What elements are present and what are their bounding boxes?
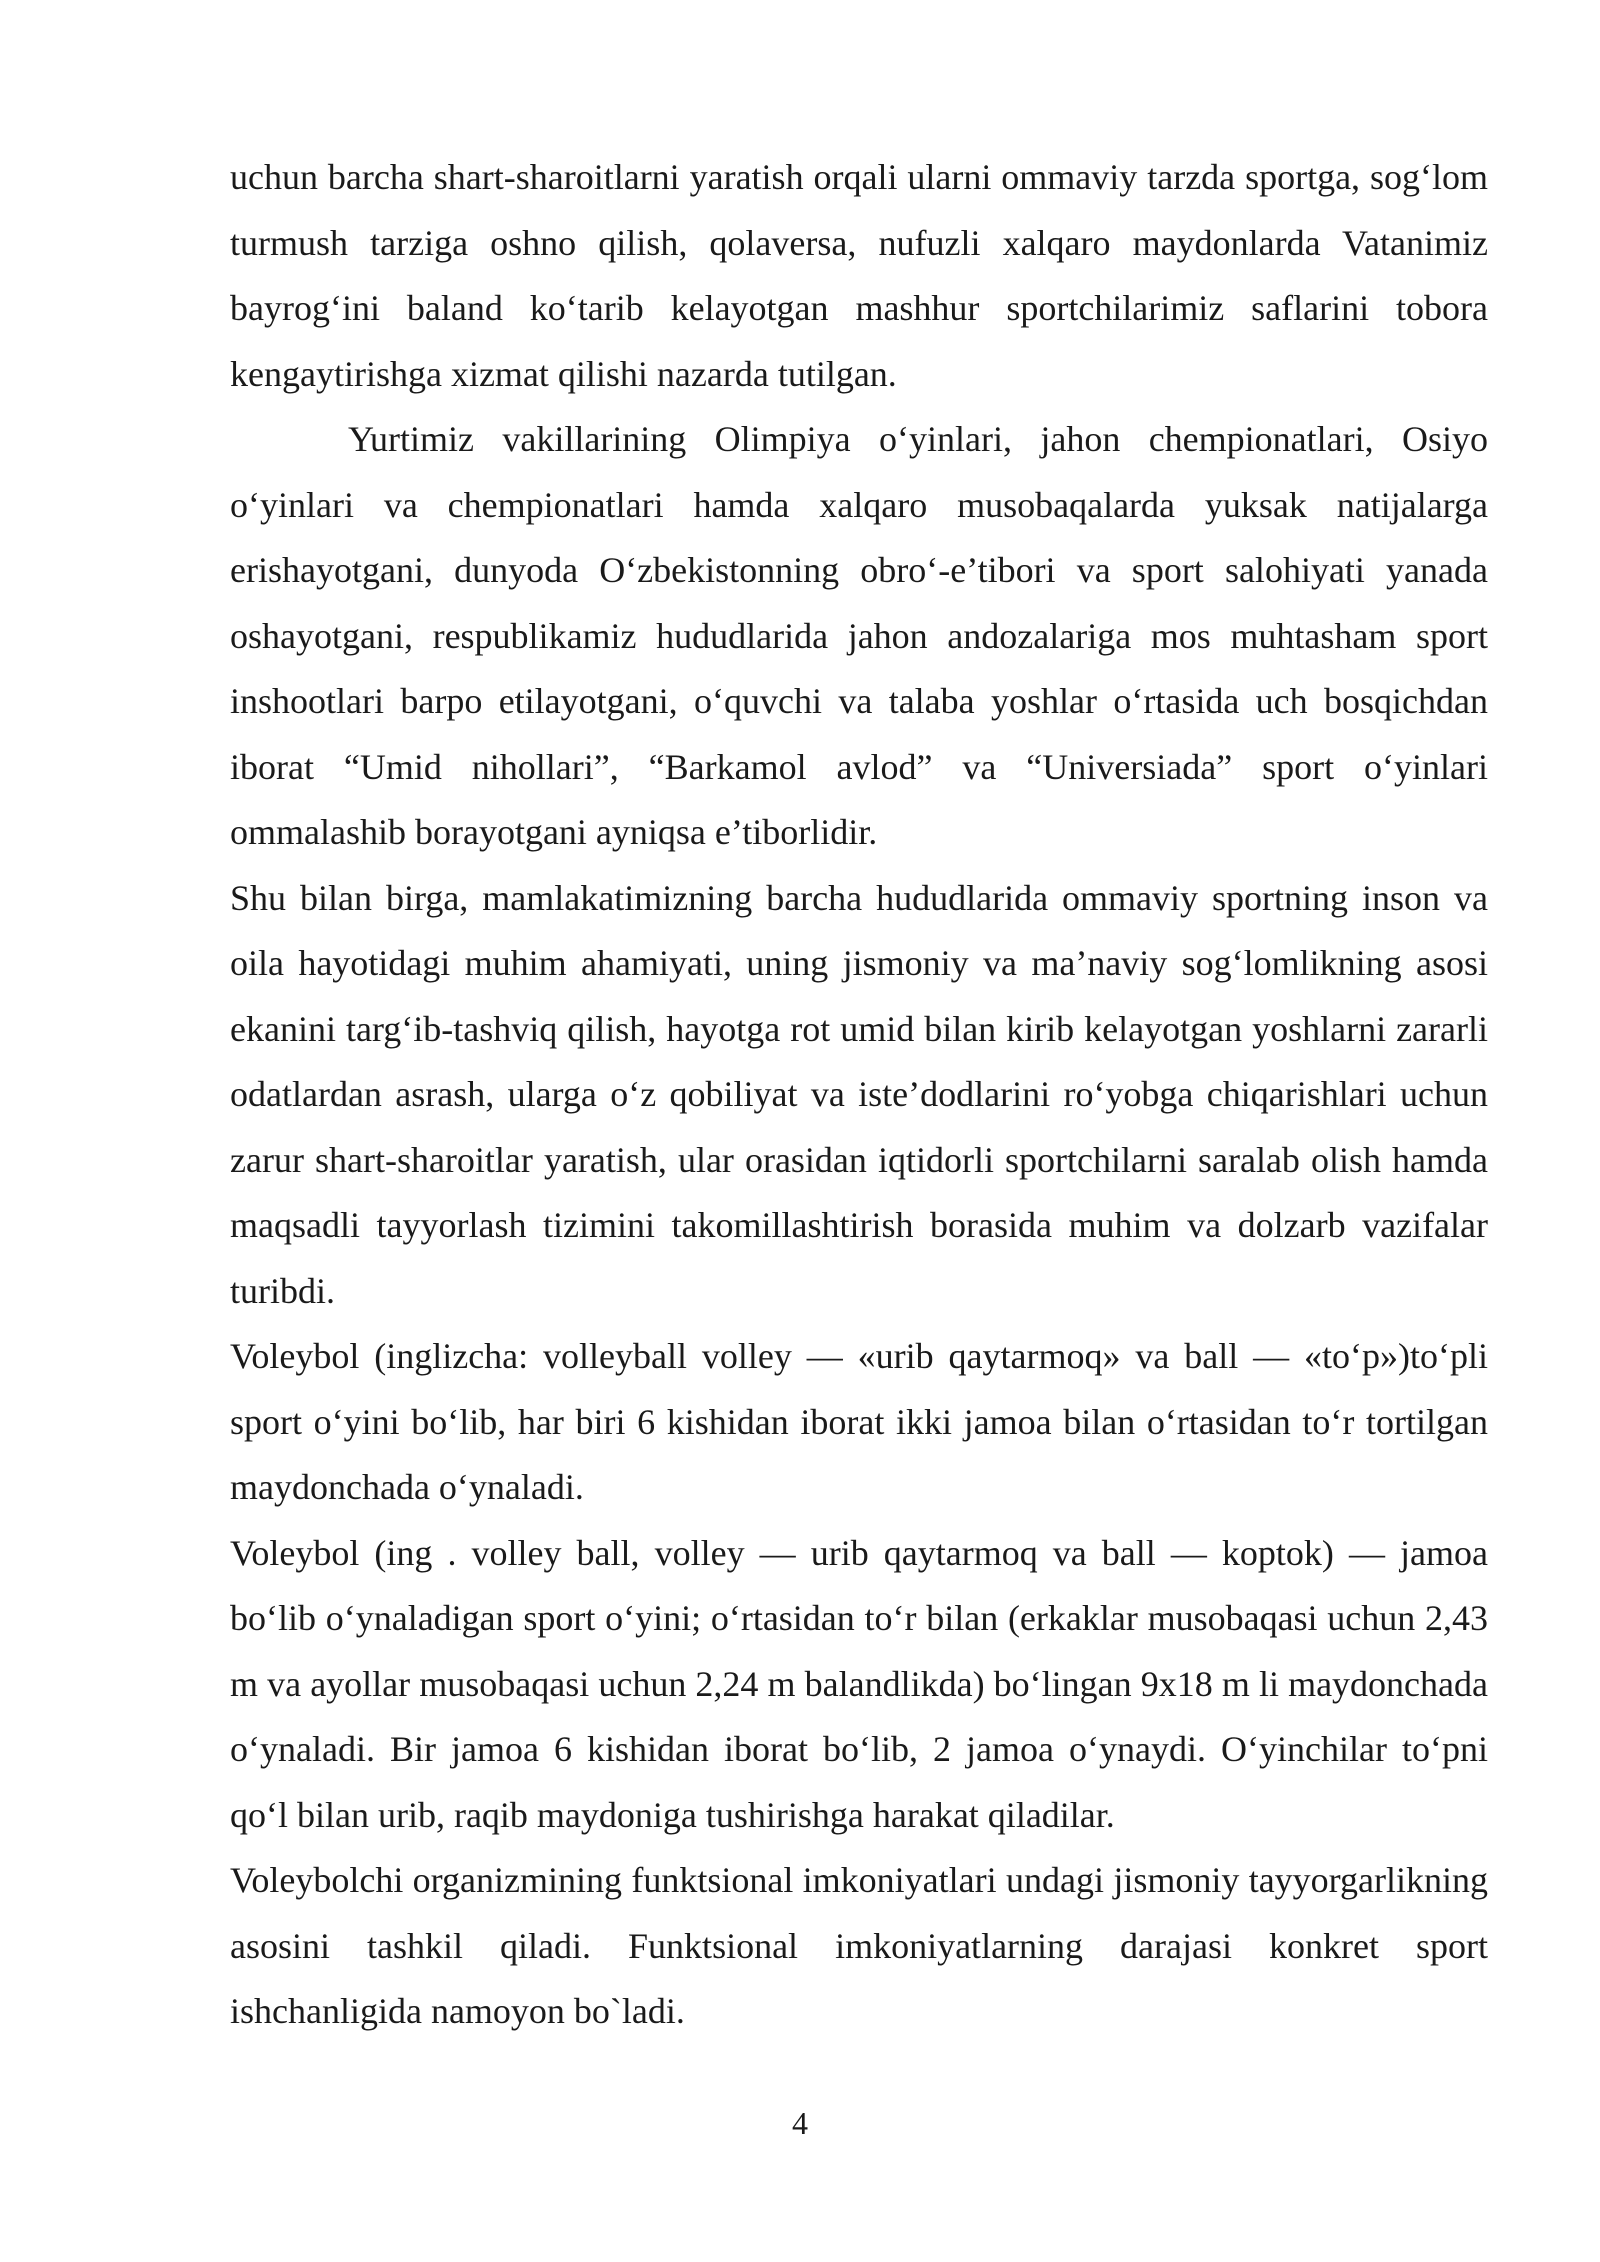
paragraph-functional-capabilities: Voleybolchi organizmining funktsional imkoniyatlari undagi jismoniy tayyorgarlikning asosini tashkil qiladi. Funktsional imkoniyatlarning darajasi konkret sport ishchanligida namoyon bo`ladi.	[230, 1860, 1488, 2031]
paragraph-mass-sport: Shu bilan birga, mamlakatimizning barcha hududlarida ommaviy sportning inson va oila hayotidagi muhim ahamiyati, uning jismoniy va ma’naviy sog‘lomlikning asosi ekanini targ‘ib-tashviq qilish, hayotga rot umid bilan kirib kelayotgan yoshlarni zararli odatlardan asrash, ularga o‘z qobiliyat va iste’dodlarini ro‘yobga chiqarishlari uchun zarur shart-sharoitlar yaratish, ular orasidan iqtidorli sportchilarni saralab olish hamda maqsadli tayyorlash tizimini takomillashtirish borasida muhim va dolzarb vazifalar turibdi.	[230, 877, 1488, 1311]
paragraph-volleyball-rules: Voleybol (ing . volley ball, volley — urib qaytarmoq va ball — koptok) — jamoa bo‘lib o‘ynaladigan sport o‘yini; o‘rtasidan to‘r bilan (erkaklar musobaqasi uchun 2,43 m va ayollar musobaqasi uchun 2,24 m balandlikda) bo‘lingan 9x18 m li maydonchada o‘ynaladi. Bir jamoa 6 kishidan iborat bo‘lib, 2 jamoa o‘ynaydi. O‘yinchilar to‘pni qo‘l bilan urib, raqib maydoniga tushirishga harakat qiladilar.	[230, 1532, 1488, 1835]
page-number: 4	[792, 2105, 808, 2141]
paragraph-achievements: Yurtimiz vakillarining Olimpiya o‘yinlari, jahon chempionatlari, Osiyo o‘yinlari va chempionatlari hamda xalqaro musobaqalarda yuksak natijalarga erishayotgani, dunyoda O‘zbekistonning obro‘-e’tibori va sport salohiyati yanada oshayotgani, respublikamiz hududlarida jahon andozalariga mos muhtasham sport inshootlari barpo etilayotgani, o‘quvchi va talaba yoshlar o‘rtasida uch bosqichdan iborat “Umid nihollari”, “Barkamol avlod” va “Universiada” sport o‘yinlari ommalashib borayotgani ayniqsa e’tiborlidir.	[230, 419, 1488, 852]
paragraph-volleyball-definition: Voleybol (inglizcha: volleyball volley — «urib qaytarmoq» va ball — «to‘p»)to‘pli sport o‘yini bo‘lib, har biri 6 kishidan iborat ikki jamoa bilan o‘rtasidan to‘r tortilgan maydonchada o‘ynaladi.	[230, 1336, 1488, 1507]
paragraph-continuation: uchun barcha shart-sharoitlarni yaratish orqali ularni ommaviy tarzda sportga, sog‘lom turmush tarziga oshno qilish, qolaversa, nufuzli xalqaro maydonlarda Vatanimiz bayrog‘ini baland ko‘tarib kelayotgan mashhur sportchilarimiz saflarini tobora kengaytirishga xizmat qilishi nazarda tutilgan.	[230, 157, 1488, 394]
page-body	[230, 145, 1488, 2045]
